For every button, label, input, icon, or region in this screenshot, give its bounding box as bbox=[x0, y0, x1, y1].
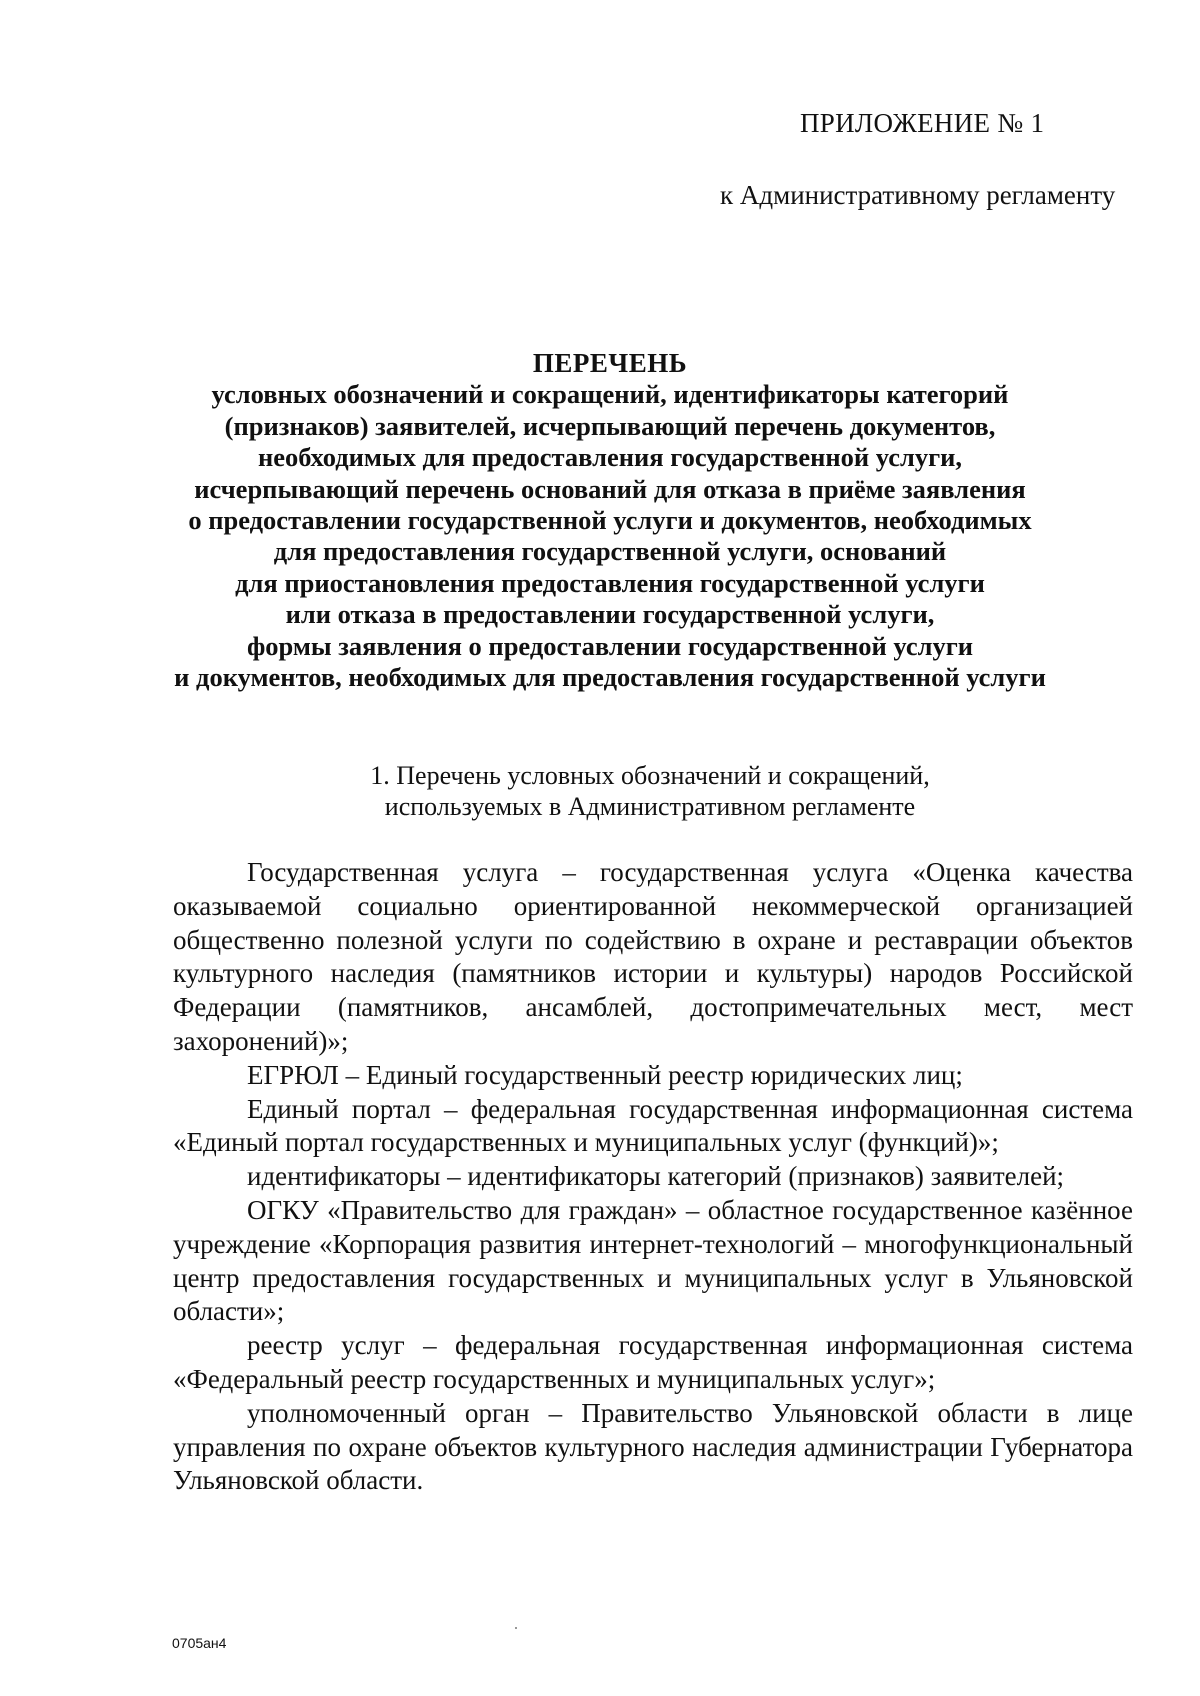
document-code: 0705ан4 bbox=[172, 1635, 227, 1651]
section-title-line: 1. Перечень условных обозначений и сокращений, bbox=[370, 761, 930, 790]
definitions-list bbox=[173, 856, 1133, 1498]
heading-line: для приостановления предоставления государственной услуги bbox=[235, 567, 985, 598]
heading-title: ПЕРЕЧЕНЬ bbox=[532, 348, 688, 378]
heading-line: и документов, необходимых для предоставления государственной услуги bbox=[174, 662, 1046, 693]
heading-line: или отказа в предоставлении государственной услуги, bbox=[285, 599, 935, 630]
heading-line: исчерпывающий перечень оснований для отказа в приёме заявления bbox=[194, 473, 1026, 504]
heading-line: условных обозначений и сокращений, идентификаторы категорий bbox=[211, 379, 1009, 410]
definition-paragraph: ОГКУ «Правительство для граждан» – областное государственное казённое учреждение «Корпорация развития интернет-технологий – многофункциональный центр предоставления государственных и муниципальных услуг в Ульяновской области»; bbox=[173, 1194, 1133, 1327]
appendix-number: ПРИЛОЖЕНИЕ № 1 bbox=[800, 108, 1045, 138]
definition-paragraph: уполномоченный орган – Правительство Ульяновской области в лице управления по охране объектов культурного наследия администрации Губернатора Ульяновской области. bbox=[173, 1397, 1133, 1496]
definition-paragraph: Единый портал – федеральная государственная информационная система «Единый портал государственных и муниципальных услуг (функций)»; bbox=[173, 1093, 1133, 1158]
definition-paragraph: идентификаторы – идентификаторы категорий (признаков) заявителей; bbox=[247, 1161, 1065, 1192]
heading-line: необходимых для предоставления государственной услуги, bbox=[257, 442, 963, 473]
section-title bbox=[300, 760, 1000, 822]
heading-line: для предоставления государственной услуги, оснований bbox=[273, 536, 947, 567]
section-title-line: используемых в Административном регламенте bbox=[384, 792, 916, 821]
appendix-subtitle: к Административному регламенту bbox=[720, 180, 1116, 210]
definition-paragraph: реестр услуг – федеральная государственная информационная система «Федеральный реестр государственных и муниципальных услуг»; bbox=[173, 1330, 1133, 1394]
definition-paragraph: ЕГРЮЛ – Единый государственный реестр юридических лиц; bbox=[247, 1059, 963, 1090]
document-heading bbox=[150, 348, 1070, 693]
heading-line: о предоставлении государственной услуги и документов, необходимых bbox=[188, 505, 1032, 536]
heading-line: формы заявления о предоставлении государственной услуги bbox=[246, 630, 974, 661]
scan-speck bbox=[515, 1627, 517, 1629]
heading-line: (признаков) заявителей, исчерпывающий перечень документов, bbox=[224, 410, 996, 441]
definition-paragraph: Государственная услуга – государственная услуга «Оценка качества оказываемой социально ориентированной некоммерческой организацией общественно полезной услуги по содействию в охране и реставрации объектов культурного наследия (памятников истории и культуры) народов Российской Федерации (памятников, ансамблей, достопримечательных мест, мест захоронений)»; bbox=[173, 857, 1133, 1056]
